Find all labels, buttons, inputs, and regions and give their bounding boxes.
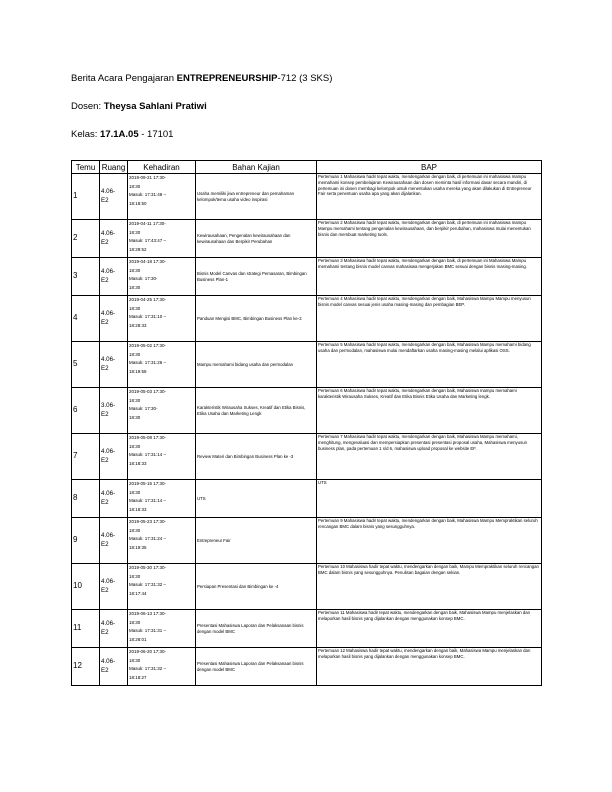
room-line: E2 <box>101 586 109 594</box>
room-line: E2 <box>101 628 109 636</box>
study-material-cell: UTS <box>196 480 317 518</box>
bap-cell: Pertemuan 4 Mahasiswa hadir tepat waktu, mendengarkan dengan baik, Mahasiswa Mampu Mampu menyusun bisnis model canvas sesuai jenis usaha masing-masing dan pembagian BEP. <box>317 296 542 342</box>
attendance-line: Masuk: 17:31:32 – <box>129 666 167 672</box>
attendance-cell <box>128 610 196 648</box>
room-line: 4.06- <box>101 532 116 540</box>
attendance-line: 2019-04-25 17:30- <box>129 297 167 302</box>
room-line: E2 <box>101 498 109 506</box>
table-row <box>72 518 542 564</box>
attendance-line: 2019-05-02 17:30- <box>129 343 167 348</box>
meeting-number: 7 <box>72 434 100 480</box>
attendance-line: Masuk: 17:31:48 – <box>129 192 167 198</box>
attendance-line: 18:30 <box>129 527 141 533</box>
room-line: 4.06- <box>101 578 116 586</box>
attendance-cell <box>128 518 196 564</box>
attendance-line: 18:17:44 <box>129 590 147 596</box>
table-row <box>72 174 542 220</box>
meeting-number: 5 <box>72 342 100 388</box>
attendance-line: 18:30 <box>129 284 141 290</box>
course-suffix: -712 (3 SKS) <box>277 73 333 84</box>
meeting-number: 9 <box>72 518 100 564</box>
attendance-cell <box>128 174 196 220</box>
bap-cell: Pertemuan 1 Mahasiswa hadir tepat waktu, mendengarkan dengan baik, di pertemuan ini mahasiswa mampu memahami konsep pembelajaran Kewirausahaan dan dosen meminta hasil informasi dasar secara mandiri, di pertemuan ini dosen membagi kelompok untuk menentukan usaha mereka yang akan dilakukan di Entrepreneur Fair serta penentuan usaha apa yang akan dijalankan. <box>317 174 542 220</box>
attendance-line: Masuk: 17:31:24 – <box>129 536 167 542</box>
attendance-line: 18:28:01 <box>129 636 147 642</box>
attendance-line: 2019-05-15 17:30- <box>129 481 167 486</box>
attendance-line: 18:30 <box>129 183 141 189</box>
attendance-cell <box>128 296 196 342</box>
room-line: E2 <box>101 540 109 548</box>
room-cell <box>100 258 128 296</box>
study-material-cell: Presentasi Mahasiswa Laporan dan Pelaksanaan bisnis dengan model BMC <box>196 648 317 686</box>
bap-cell: UTS <box>317 480 542 518</box>
bap-cell: Pertemuan 5 Mahasiswa hadir tepat waktu, mendengarkan dengan baik, Mahasiswa Mampu memahami bidang usaha dan permodalan, mahasiswa mulai mendaftarkan usaha masing-masing melalui aplikasi OSS. <box>317 342 542 388</box>
attendance-line: 18:30 <box>129 489 141 495</box>
bap-cell: Pertemuan 6 Mahasiswa hadir tepat waktu, mendengarkan dengan baik, Mahasiswa mampu memahami karakteristik Wirausaha Sukses, Kreatif dan Etika Bisnis Etika Usaha dan Marketing lengk. <box>317 388 542 434</box>
column-header-ruang: Ruang <box>100 161 128 174</box>
table-row <box>72 434 542 480</box>
room-line: 4.06- <box>101 658 116 666</box>
attendance-line: 18:18:27 <box>129 674 147 680</box>
study-material-cell: Review Materi dan Bimbingan Business Plan ke -3 <box>196 434 317 480</box>
attendance-line: 2019-09-21 17:30- <box>129 175 167 180</box>
room-line: E2 <box>101 666 109 674</box>
attendance-line: 18:30 <box>129 305 141 311</box>
room-line: 3.06- <box>101 402 116 410</box>
table-row <box>72 648 542 686</box>
meeting-number: 6 <box>72 388 100 434</box>
table-header-row <box>72 161 542 174</box>
meeting-number: 12 <box>72 648 100 686</box>
attendance-cell <box>128 220 196 258</box>
room-line: E2 <box>101 276 109 284</box>
attendance-line: 18:30 <box>129 657 141 663</box>
class-suffix: - 17101 <box>138 129 174 140</box>
attendance-line: 18:28:52 <box>129 246 147 252</box>
attendance-line: 18:30 <box>129 229 141 235</box>
table-row <box>72 610 542 648</box>
room-line: 4.06- <box>101 310 116 318</box>
attendance-line: Masuk: 17:31:10 – <box>129 314 167 320</box>
bap-cell: Pertemuan 7 Mahasiswa hadir tepat waktu, mendengarkan dengan baik, Mahasiswa Mampu memahami, menghitung, mengevaluasi dan mempersiapkan presentasi presentasi proposal usaha, Mahasiswa menyusun business plan, pada pertemuan 1 s/d 6, mahasiswa upload proposal ke website EF. <box>317 434 542 480</box>
attendance-line: Masuk: 17:43:47 – <box>129 238 167 244</box>
room-cell <box>100 434 128 480</box>
attendance-line: 18:30 <box>129 414 141 420</box>
attendance-line: 18:30 <box>129 443 141 449</box>
room-line: 4.06- <box>101 188 116 196</box>
course-prefix: Berita Acara Pengajaran <box>71 73 177 84</box>
room-cell <box>100 388 128 434</box>
room-line: 4.06- <box>101 230 116 238</box>
attendance-line: Masuk: 17:31:31 – <box>129 628 167 634</box>
study-material-cell: Entrepreneur Fair <box>196 518 317 564</box>
room-line: 4.06- <box>101 356 116 364</box>
table-row <box>72 480 542 518</box>
column-header-bap: BAP <box>317 161 542 174</box>
study-material-cell: Bisnis Model Canvas dan strategi Pemasaran, Bimbingan Business Plan-1 <box>196 258 317 296</box>
room-line: 4.06- <box>101 268 116 276</box>
study-material-cell: Mampu memahami bidang usaha dan permodalan <box>196 342 317 388</box>
attendance-line: 18:30 <box>129 267 141 273</box>
room-line: 4.06- <box>101 448 116 456</box>
attendance-cell <box>128 258 196 296</box>
room-line: 4.06- <box>101 620 116 628</box>
attendance-line: 2019-06-20 17:30- <box>129 649 167 654</box>
bap-cell: Pertemuan 9 Mahasiswa hadir tepat waktu, mendengarkan dengan baik, Mahasiswa Mampu Mempraktikan seluruh rencangan BMC dalam bisnis yang sesungguhnya. <box>317 518 542 564</box>
class-label: Kelas: <box>71 129 101 140</box>
bap-cell: Pertemuan 11 Mahasiswa hadir tepat waktu, mendengarkan dengan baik, Mahasiswa Mampu menjelaskan dan melaporkan hasil bisnis yang dijalankan dengan menggunakan konsep BMC. <box>317 610 542 648</box>
attendance-line: 2019-04-18 17:30- <box>129 259 167 264</box>
course-title <box>71 73 332 84</box>
attendance-cell <box>128 648 196 686</box>
attendance-line: 2019-05-23 17:30- <box>129 519 167 524</box>
attendance-cell <box>128 564 196 610</box>
lecturer-label: Dosen: <box>71 101 104 112</box>
attendance-line: 2019-04-11 17:30- <box>129 221 166 226</box>
study-material-cell: Karakteristik Wirausaha Sukses, Kreatif dan Etika Bisnis, Etika Usaha dan Marketing Lengk <box>196 388 317 434</box>
attendance-line: 18:30 <box>129 397 141 403</box>
room-cell <box>100 480 128 518</box>
meeting-number: 2 <box>72 220 100 258</box>
attendance-line: 18:18:50 <box>129 200 147 206</box>
room-cell <box>100 220 128 258</box>
room-line: E2 <box>101 196 109 204</box>
room-line: E2 <box>101 364 109 372</box>
attendance-line: 2019-06-13 17:30- <box>129 611 167 616</box>
attendance-line: 18:19:58 <box>129 368 147 374</box>
table-row <box>72 220 542 258</box>
attendance-line: Masuk: 17:30- <box>129 406 158 412</box>
column-header-bahan-kajian: Bahan Kajian <box>196 161 317 174</box>
meeting-number: 11 <box>72 610 100 648</box>
attendance-cell <box>128 342 196 388</box>
class-value: 17.1A.05 <box>100 129 139 140</box>
attendance-line: 2019-05-03 17:30- <box>129 389 167 394</box>
attendance-line: 18:28:33 <box>129 322 147 328</box>
meeting-number: 8 <box>72 480 100 518</box>
attendance-line: Masuk: 17:31:32 – <box>129 582 167 588</box>
attendance-line: 18:30 <box>129 619 141 625</box>
attendance-cell <box>128 480 196 518</box>
study-material-cell: Panduan Mengisi BMC, Bimbingan Business Plan ke-2 <box>196 296 317 342</box>
attendance-line: 18:30 <box>129 351 141 357</box>
table-row <box>72 342 542 388</box>
room-cell <box>100 648 128 686</box>
attendance-line: Masuk: 17:31:26 – <box>129 360 167 366</box>
lecturer-line <box>71 101 207 112</box>
room-line: E2 <box>101 456 109 464</box>
table-row <box>72 296 542 342</box>
column-header-kehadiran: Kehadiran <box>128 161 196 174</box>
attendance-cell <box>128 388 196 434</box>
attendance-line: 2019-05-08 17:30- <box>129 435 167 440</box>
room-cell <box>100 342 128 388</box>
meeting-number: 1 <box>72 174 100 220</box>
room-line: E2 <box>101 410 109 418</box>
attendance-line: 18:18:33 <box>129 460 147 466</box>
column-header-temu: Temu <box>72 161 100 174</box>
room-cell <box>100 174 128 220</box>
lecturer-name: Theysa Sahlani Pratiwi <box>103 101 207 112</box>
room-line: E2 <box>101 318 109 326</box>
room-cell <box>100 610 128 648</box>
study-material-cell: Kewirausahaan, Pengenalan kewirausahaan dan kewirausahaan dan Berpikir Perubahan <box>196 220 317 258</box>
room-cell <box>100 564 128 610</box>
attendance-table <box>71 160 542 686</box>
room-line: E2 <box>101 238 109 246</box>
attendance-line: Masuk: 17:31:14 – <box>129 498 167 504</box>
meeting-number: 10 <box>72 564 100 610</box>
attendance-line: 2019-05-30 17:30- <box>129 565 167 570</box>
bap-cell: Pertemuan 10 Mahasiswa hadir tepat waktu, mendengarkan dengan baik, Mampu Mempraktikan seluruh rencangan BMC dalam bisnis yang sesungguhnya. Penulisan bagaian dengan sekian. <box>317 564 542 610</box>
attendance-line: 18:30 <box>129 573 141 579</box>
attendance-line: Masuk: 17:30- <box>129 276 158 282</box>
class-line <box>71 129 173 140</box>
room-cell <box>100 296 128 342</box>
study-material-cell: Presentasi Mahasiswa Laporan dan Pelaksanaan bisnis dengan model BMC <box>196 610 317 648</box>
table-row <box>72 258 542 296</box>
bap-cell: Pertemuan 12 Mahasiswa hadir tepat waktu, mendengarkan dengan baik, Mahasiswa Mampu menjelaskan dan melaporkan hasil bisnis yang dijalankan dengan menggunakan konsep BMC. <box>317 648 542 686</box>
study-material-cell: Usaha memiliki jiwa entrepreneur dan pemahaman kelompok/tema usaha video inspirasi <box>196 174 317 220</box>
course-name: ENTREPRENEURSHIP <box>176 73 278 84</box>
room-line: 4.06- <box>101 490 116 498</box>
attendance-line: 18:18:33 <box>129 506 147 512</box>
room-cell <box>100 518 128 564</box>
attendance-line: 18:19:35 <box>129 544 147 550</box>
attendance-line: Masuk: 17:31:14 – <box>129 452 167 458</box>
study-material-cell: Persiapan Presentasi dan Bimbingan ke -4 <box>196 564 317 610</box>
table-row <box>72 564 542 610</box>
meeting-number: 3 <box>72 258 100 296</box>
meeting-number: 4 <box>72 296 100 342</box>
attendance-cell <box>128 434 196 480</box>
bap-cell: Pertemuan 2 Mahasiswa hadir tepat waktu, mendengarkan dengan baik, di pertemuan ini mahasiswa mampu Mampu memahami tentang pengenalan kewirausahaan, dan berpikir perubahan, mahasiswa mulai menentukan bisnis dan membuat marketing tools. <box>317 220 542 258</box>
bap-cell: Pertemuan 3 Mahasiswa hadir tepat waktu, mendengarkan dengan baik, di pertemuan ini Mahasiswa Mampu memahami tentang bisnis model canvas mahasiswa mengerjakan BMC sesuai dengan bisnis masing-masing. <box>317 258 542 296</box>
table-row <box>72 388 542 434</box>
